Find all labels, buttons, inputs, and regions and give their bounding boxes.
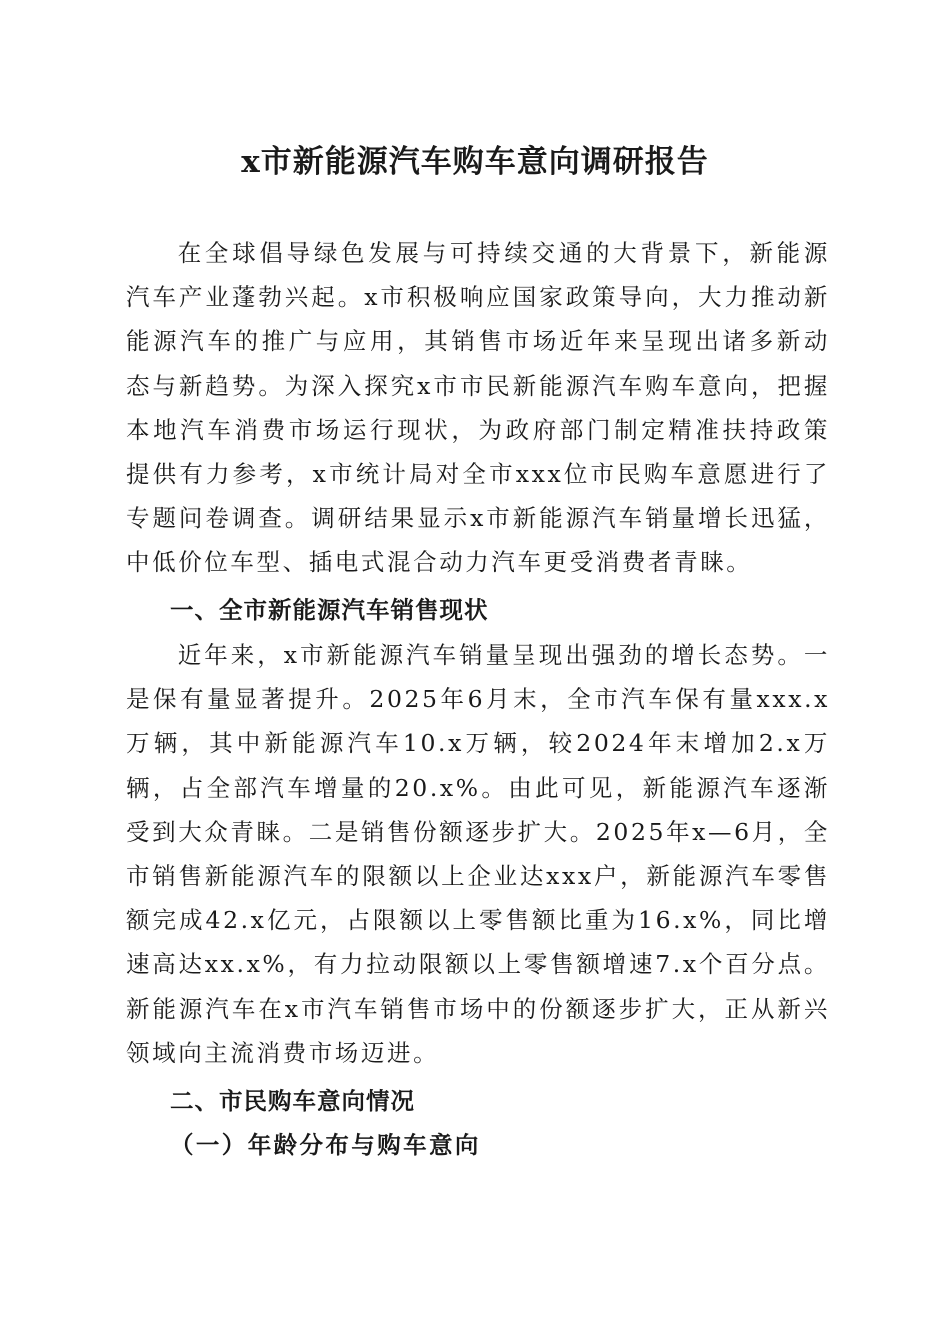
section-1-heading: 一、全市新能源汽车销售现状 [170, 596, 489, 624]
section-1-paragraph: 近年来，x市新能源汽车销量呈现出强劲的增长态势。一是保有量显著提升。2025年6月末，全市汽车保有量xxx.x万辆，其中新能源汽车10.x万辆，较2024年末增加2.x万辆，占全部汽车增量的20.x%。由此可见，新能源汽车逐渐受到大众青睐。二是销售份额逐步扩大。2025年x—6月，全市销售新能源汽车的限额以上企业达xxx户，新能源汽车零售额完成42.x亿元，占限额以上零售额比重为16.x%，同比增速高达xx.x%，有力拉动限额以上零售额增速7.x个百分点。新能源汽车在x市汽车销售市场中的份额逐步扩大，正从新兴领域向主流消费市场迈进。 [126, 641, 830, 1067]
document-title: x市新能源汽车购车意向调研报告 [241, 144, 709, 180]
section-2-heading: 二、市民购车意向情况 [170, 1087, 415, 1115]
subsection-1-heading: （一）年龄分布与购车意向 [170, 1131, 481, 1159]
intro-paragraph: 在全球倡导绿色发展与可持续交通的大背景下，新能源汽车产业蓬勃兴起。x市积极响应国家政策导向，大力推动新能源汽车的推广与应用，其销售市场近年来呈现出诸多新动态与新趋势。为深入探究x市市民新能源汽车购车意向，把握本地汽车消费市场运行现状，为政府部门制定精准扶持政策提供有力参考，x市统计局对全市xxx位市民购车意愿进行了专题问卷调查。调研结果显示x市新能源汽车销量增长迅猛，中低价位车型、插电式混合动力汽车更受消费者青睐。 [126, 239, 830, 577]
